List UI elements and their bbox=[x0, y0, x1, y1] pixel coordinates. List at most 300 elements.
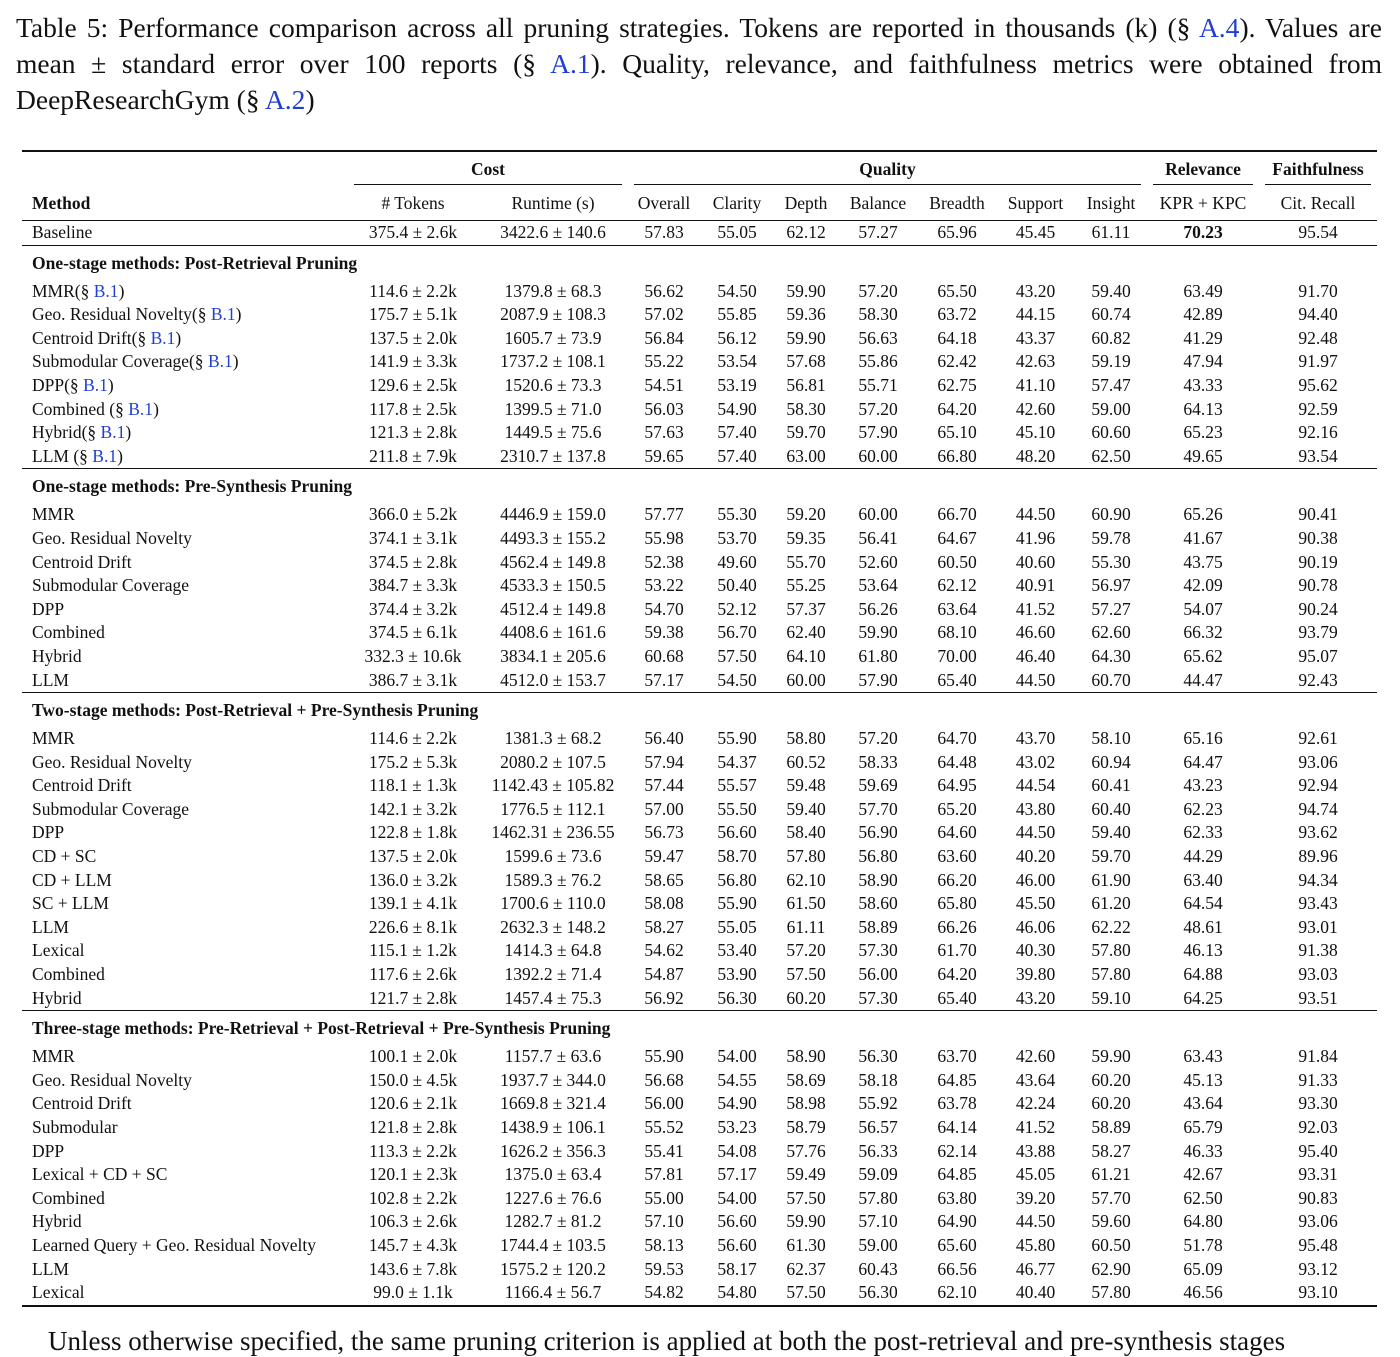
caption-text-d: ) bbox=[305, 84, 315, 115]
method-name: MMR(§ bbox=[32, 280, 94, 301]
data-cell: 59.53 bbox=[644, 1258, 684, 1279]
method-name: CD + SC bbox=[32, 846, 97, 867]
data-cell: 44.50 bbox=[1015, 669, 1056, 690]
data-cell: 57.83 bbox=[644, 222, 684, 242]
data-cell: 58.13 bbox=[644, 1234, 684, 1255]
table-row bbox=[22, 963, 1377, 987]
data-cell: 90.38 bbox=[1298, 527, 1338, 548]
method-ref-close: ) bbox=[118, 280, 125, 301]
data-cell: 374.1 ± 3.1k bbox=[368, 527, 458, 548]
method-name: Hybrid bbox=[32, 1211, 82, 1232]
section-title: Three-stage methods: Pre-Retrieval + Post-Retrieval + Pre-Synthesis Pruning bbox=[32, 1018, 611, 1039]
data-cell: 57.00 bbox=[644, 798, 684, 819]
data-cell: 65.16 bbox=[1183, 728, 1223, 749]
data-cell: 60.20 bbox=[1091, 1069, 1131, 1090]
data-cell: 1375.0 ± 63.4 bbox=[504, 1164, 602, 1185]
data-cell: 92.59 bbox=[1298, 398, 1338, 419]
data-cell: 54.08 bbox=[717, 1140, 757, 1161]
method-name: Submodular Coverage(§ bbox=[32, 351, 208, 372]
data-cell: 3834.1 ± 205.6 bbox=[500, 645, 606, 666]
data-cell: 56.92 bbox=[644, 987, 684, 1008]
data-cell: 4512.4 ± 149.8 bbox=[500, 598, 606, 619]
data-cell: 93.12 bbox=[1298, 1258, 1338, 1279]
data-cell: 65.09 bbox=[1183, 1258, 1223, 1279]
data-cell: 62.33 bbox=[1183, 822, 1223, 843]
data-cell: 40.91 bbox=[1015, 575, 1056, 596]
data-cell: 57.50 bbox=[786, 1282, 826, 1303]
data-cell: 59.36 bbox=[786, 304, 826, 325]
data-cell: 94.34 bbox=[1298, 869, 1338, 890]
method-name: Centroid Drift bbox=[32, 775, 132, 796]
data-cell: 43.64 bbox=[1183, 1093, 1223, 1114]
data-cell: 62.23 bbox=[1183, 798, 1223, 819]
table-row bbox=[22, 892, 1377, 916]
data-cell: 137.5 ± 2.0k bbox=[368, 846, 458, 867]
data-cell: 48.20 bbox=[1015, 445, 1056, 466]
data-cell: 58.40 bbox=[786, 822, 826, 843]
data-cell: 1520.6 ± 73.3 bbox=[504, 374, 602, 395]
method-name: DPP(§ bbox=[32, 374, 84, 395]
data-cell: 55.90 bbox=[644, 1046, 684, 1067]
data-cell: 56.40 bbox=[644, 728, 684, 749]
data-cell: 63.78 bbox=[937, 1093, 977, 1114]
col-tokens: # Tokens bbox=[381, 193, 445, 213]
data-cell: 56.30 bbox=[858, 1046, 898, 1067]
data-cell: 50.40 bbox=[717, 575, 757, 596]
data-cell: 226.6 ± 8.1k bbox=[368, 916, 458, 937]
data-cell: 4512.0 ± 153.7 bbox=[500, 669, 606, 690]
data-cell: 53.22 bbox=[644, 575, 684, 596]
data-cell: 65.79 bbox=[1183, 1117, 1223, 1137]
data-cell: 93.03 bbox=[1298, 964, 1338, 985]
data-cell: 49.65 bbox=[1183, 445, 1223, 466]
table-row bbox=[22, 774, 1377, 798]
method-ref-close: ) bbox=[117, 445, 123, 466]
data-cell: 45.45 bbox=[1015, 222, 1056, 242]
data-cell: 63.40 bbox=[1183, 869, 1223, 890]
data-cell: 59.90 bbox=[786, 280, 826, 301]
method-cell bbox=[22, 892, 348, 916]
data-cell: 57.77 bbox=[644, 504, 684, 525]
data-cell: 55.50 bbox=[717, 798, 757, 819]
group-cost: Cost bbox=[354, 154, 622, 185]
method-cell bbox=[22, 1045, 348, 1069]
method-ref-link[interactable]: B.1 bbox=[210, 304, 236, 325]
data-cell: 1575.2 ± 120.2 bbox=[500, 1258, 606, 1279]
method-cell bbox=[22, 598, 348, 622]
data-cell: 129.6 ± 2.5k bbox=[368, 374, 458, 395]
method-ref-link[interactable]: B.1 bbox=[92, 445, 118, 466]
data-cell: 54.87 bbox=[644, 964, 684, 985]
data-cell: 55.41 bbox=[644, 1140, 684, 1161]
data-cell: 60.43 bbox=[858, 1258, 898, 1279]
data-cell: 62.10 bbox=[937, 1282, 977, 1303]
data-cell: 43.23 bbox=[1183, 775, 1223, 796]
data-cell: 93.54 bbox=[1298, 445, 1338, 466]
data-cell-best: 70.23 bbox=[1183, 222, 1223, 242]
data-cell: 55.05 bbox=[717, 222, 757, 242]
data-cell: 62.75 bbox=[937, 374, 977, 395]
data-cell: 139.1 ± 4.1k bbox=[368, 893, 458, 914]
table-caption bbox=[16, 10, 1382, 118]
data-cell: 46.77 bbox=[1015, 1258, 1056, 1279]
method-cell bbox=[22, 374, 348, 398]
group-quality: Quality bbox=[634, 154, 1141, 185]
method-ref-link[interactable]: B.1 bbox=[150, 327, 176, 348]
data-cell: 62.12 bbox=[786, 222, 826, 242]
data-cell: 137.5 ± 2.0k bbox=[368, 327, 458, 348]
data-cell: 2080.2 ± 107.5 bbox=[500, 751, 606, 772]
data-cell: 56.73 bbox=[644, 822, 684, 843]
data-cell: 55.05 bbox=[717, 916, 757, 937]
data-cell: 60.50 bbox=[937, 551, 977, 572]
data-cell: 55.52 bbox=[644, 1117, 684, 1137]
data-cell: 143.6 ± 7.8k bbox=[368, 1258, 458, 1279]
data-cell: 61.20 bbox=[1091, 893, 1131, 914]
data-cell: 56.00 bbox=[858, 964, 898, 985]
table-row bbox=[22, 527, 1377, 551]
data-cell: 60.41 bbox=[1091, 775, 1131, 796]
data-cell: 58.10 bbox=[1091, 728, 1131, 749]
table-row bbox=[22, 350, 1377, 374]
method-name: DPP bbox=[32, 822, 65, 843]
method-ref-link[interactable]: B.1 bbox=[128, 398, 154, 419]
method-cell bbox=[22, 939, 348, 963]
data-cell: 58.70 bbox=[717, 846, 757, 867]
data-cell: 114.6 ± 2.2k bbox=[369, 728, 457, 749]
data-cell: 44.50 bbox=[1015, 822, 1056, 843]
data-cell: 41.67 bbox=[1183, 527, 1223, 548]
data-cell: 92.03 bbox=[1298, 1117, 1338, 1137]
table-row bbox=[22, 1045, 1377, 1069]
data-cell: 55.57 bbox=[717, 775, 757, 796]
method-ref-link[interactable]: B.1 bbox=[100, 422, 126, 443]
data-cell: 56.03 bbox=[644, 398, 684, 419]
method-name: SC + LLM bbox=[32, 893, 109, 914]
data-cell: 42.60 bbox=[1015, 398, 1056, 419]
data-cell: 91.84 bbox=[1298, 1046, 1338, 1067]
method-cell bbox=[22, 963, 348, 987]
data-cell: 39.20 bbox=[1015, 1187, 1056, 1208]
data-cell: 48.61 bbox=[1183, 916, 1223, 937]
data-cell: 92.43 bbox=[1298, 669, 1338, 690]
data-cell: 43.70 bbox=[1015, 728, 1056, 749]
data-cell: 54.82 bbox=[644, 1282, 684, 1303]
method-name: Hybrid(§ bbox=[32, 422, 101, 443]
method-cell bbox=[22, 798, 348, 822]
data-cell: 41.52 bbox=[1015, 1117, 1056, 1137]
body-text-continuation: Unless otherwise specified, the same pruning criterion is applied at both the post-retrieval and pre-synthesis stages bbox=[48, 1326, 1286, 1356]
data-cell: 46.06 bbox=[1015, 916, 1056, 937]
data-cell: 106.3 ± 2.6k bbox=[368, 1211, 458, 1232]
method-name: Geo. Residual Novelty(§ bbox=[32, 304, 211, 325]
data-cell: 93.51 bbox=[1298, 987, 1338, 1008]
data-cell: 374.4 ± 3.2k bbox=[368, 598, 458, 619]
data-cell: 46.13 bbox=[1183, 940, 1223, 961]
data-cell: 58.30 bbox=[786, 398, 826, 419]
data-cell: 65.80 bbox=[937, 893, 977, 914]
data-cell: 60.90 bbox=[1091, 504, 1131, 525]
data-cell: 43.88 bbox=[1015, 1140, 1056, 1161]
caption-ref-a1[interactable]: A.1 bbox=[550, 48, 591, 79]
data-cell: 42.67 bbox=[1183, 1164, 1223, 1185]
col-cit-recall: Cit. Recall bbox=[1280, 193, 1356, 213]
data-cell: 57.30 bbox=[858, 987, 898, 1008]
data-cell: 55.30 bbox=[1091, 551, 1131, 572]
data-cell: 57.27 bbox=[858, 222, 898, 242]
data-cell: 59.90 bbox=[1091, 1046, 1131, 1067]
method-cell bbox=[22, 821, 348, 845]
data-cell: 65.40 bbox=[937, 669, 977, 690]
data-cell: 1282.7 ± 81.2 bbox=[504, 1211, 602, 1232]
data-cell: 65.23 bbox=[1183, 422, 1223, 443]
table-row bbox=[22, 1234, 1377, 1258]
method-cell bbox=[22, 916, 348, 940]
data-cell: 95.62 bbox=[1298, 374, 1338, 395]
data-cell: 59.00 bbox=[858, 1234, 898, 1255]
table-row bbox=[22, 727, 1377, 751]
data-cell: 54.90 bbox=[717, 1093, 757, 1114]
data-cell: 91.33 bbox=[1298, 1069, 1338, 1090]
method-ref-link[interactable]: B.1 bbox=[207, 351, 233, 372]
data-cell: 58.33 bbox=[858, 751, 898, 772]
method-name: Centroid Drift(§ bbox=[32, 327, 151, 348]
method-name: Learned Query + Geo. Residual Novelty bbox=[32, 1234, 316, 1255]
table-row bbox=[22, 398, 1377, 422]
data-cell: 64.30 bbox=[1091, 645, 1131, 666]
col-clarity: Clarity bbox=[712, 193, 762, 213]
data-cell: 62.40 bbox=[786, 622, 826, 643]
table-row bbox=[22, 645, 1377, 669]
data-cell: 1449.5 ± 75.6 bbox=[504, 422, 602, 443]
data-cell: 57.50 bbox=[786, 1187, 826, 1208]
data-cell: 63.43 bbox=[1183, 1046, 1223, 1067]
method-name: Centroid Drift bbox=[32, 551, 132, 572]
data-cell: 2310.7 ± 137.8 bbox=[500, 445, 606, 466]
data-cell: 64.95 bbox=[937, 775, 977, 796]
data-cell: 1462.31 ± 236.55 bbox=[491, 822, 615, 843]
table-row bbox=[22, 303, 1377, 327]
data-cell: 54.80 bbox=[717, 1282, 757, 1303]
data-cell: 45.10 bbox=[1015, 422, 1056, 443]
table-row bbox=[22, 421, 1377, 445]
caption-ref-a4[interactable]: A.4 bbox=[1198, 12, 1240, 43]
method-name: DPP bbox=[32, 1140, 65, 1161]
data-cell: 61.21 bbox=[1091, 1164, 1131, 1185]
data-cell: 60.00 bbox=[786, 669, 826, 690]
data-cell: 61.80 bbox=[858, 645, 898, 666]
data-cell: 2087.9 ± 108.3 bbox=[500, 304, 606, 325]
data-cell: 100.1 ± 2.0k bbox=[368, 1046, 458, 1067]
data-cell: 54.90 bbox=[717, 398, 757, 419]
method-name: Combined (§ bbox=[32, 398, 129, 419]
data-cell: 57.17 bbox=[644, 669, 684, 690]
method-cell bbox=[22, 774, 348, 798]
data-cell: 42.63 bbox=[1015, 351, 1056, 372]
data-cell: 52.12 bbox=[717, 598, 757, 619]
data-cell: 70.00 bbox=[937, 645, 977, 666]
data-cell: 46.33 bbox=[1183, 1140, 1223, 1161]
data-cell: 94.40 bbox=[1298, 304, 1338, 325]
table-row bbox=[22, 916, 1377, 940]
data-cell: 46.40 bbox=[1015, 645, 1056, 666]
data-cell: 60.68 bbox=[644, 645, 684, 666]
data-cell: 1227.6 ± 76.6 bbox=[504, 1187, 602, 1208]
data-cell: 46.56 bbox=[1183, 1282, 1223, 1303]
data-cell: 59.60 bbox=[1091, 1211, 1131, 1232]
data-cell: 58.90 bbox=[786, 1046, 826, 1067]
data-cell: 64.85 bbox=[937, 1164, 977, 1185]
method-ref-link[interactable]: B.1 bbox=[83, 374, 108, 395]
data-cell: 56.80 bbox=[858, 846, 898, 867]
data-cell: 46.00 bbox=[1015, 869, 1056, 890]
method-cell bbox=[22, 621, 348, 645]
data-cell: 41.52 bbox=[1015, 598, 1056, 619]
data-cell: 55.70 bbox=[786, 551, 826, 572]
data-cell: 46.60 bbox=[1015, 622, 1056, 643]
data-cell: 57.76 bbox=[786, 1140, 826, 1161]
data-cell: 57.47 bbox=[1091, 374, 1131, 395]
method-name: MMR bbox=[32, 728, 75, 749]
method-cell bbox=[22, 574, 348, 598]
data-cell: 60.50 bbox=[1091, 1234, 1131, 1255]
data-cell: 60.00 bbox=[858, 504, 898, 525]
data-cell: 45.80 bbox=[1015, 1234, 1056, 1255]
caption-ref-a2[interactable]: A.2 bbox=[264, 84, 306, 115]
method-ref-link[interactable]: B.1 bbox=[93, 280, 119, 301]
data-cell: 41.96 bbox=[1015, 527, 1056, 548]
data-cell: 57.50 bbox=[717, 645, 757, 666]
method-cell bbox=[22, 987, 348, 1011]
data-cell: 56.30 bbox=[717, 987, 757, 1008]
data-cell: 59.40 bbox=[786, 798, 826, 819]
table-row bbox=[22, 1258, 1377, 1282]
data-cell: 59.19 bbox=[1091, 351, 1131, 372]
data-cell: 65.62 bbox=[1183, 645, 1223, 666]
method-name: Centroid Drift bbox=[32, 1093, 132, 1114]
method-cell bbox=[22, 1092, 348, 1116]
data-cell: 57.40 bbox=[717, 445, 757, 466]
col-runtime: Runtime (s) bbox=[511, 193, 595, 213]
data-cell: 56.00 bbox=[644, 1093, 684, 1114]
data-cell: 62.42 bbox=[937, 351, 977, 372]
data-cell: 58.69 bbox=[786, 1069, 826, 1090]
data-cell: 65.60 bbox=[937, 1234, 977, 1255]
data-cell: 56.30 bbox=[858, 1282, 898, 1303]
data-cell: 57.02 bbox=[644, 304, 684, 325]
data-cell: 93.43 bbox=[1298, 893, 1338, 914]
data-cell: 60.94 bbox=[1091, 751, 1131, 772]
method-cell bbox=[22, 727, 348, 751]
table-row bbox=[22, 1140, 1377, 1164]
table-row bbox=[22, 1092, 1377, 1116]
data-cell: 61.30 bbox=[786, 1234, 826, 1255]
method-cell bbox=[22, 1140, 348, 1164]
data-cell: 57.40 bbox=[717, 422, 757, 443]
data-cell: 1605.7 ± 73.9 bbox=[504, 327, 602, 348]
data-cell: 122.8 ± 1.8k bbox=[368, 822, 458, 843]
data-cell: 51.78 bbox=[1183, 1234, 1223, 1255]
data-cell: 62.22 bbox=[1091, 916, 1131, 937]
table-row bbox=[22, 1069, 1377, 1093]
data-cell: 64.47 bbox=[1183, 751, 1223, 772]
data-cell: 56.26 bbox=[858, 598, 898, 619]
data-cell: 65.50 bbox=[937, 280, 977, 301]
data-cell: 1438.9 ± 106.1 bbox=[500, 1117, 606, 1137]
method-name: Lexical + CD + SC bbox=[32, 1164, 168, 1185]
data-cell: 55.92 bbox=[858, 1093, 898, 1114]
data-cell: 61.90 bbox=[1091, 869, 1131, 890]
table-row bbox=[22, 798, 1377, 822]
data-cell: 40.30 bbox=[1015, 940, 1056, 961]
method-ref-close: ) bbox=[125, 422, 132, 443]
data-cell: 4562.4 ± 149.8 bbox=[500, 551, 606, 572]
data-cell: 55.85 bbox=[717, 304, 757, 325]
data-cell: 65.10 bbox=[937, 422, 977, 443]
data-cell: 59.09 bbox=[858, 1164, 898, 1185]
data-cell: 58.79 bbox=[786, 1117, 826, 1137]
data-cell: 44.29 bbox=[1183, 846, 1223, 867]
data-cell: 92.16 bbox=[1298, 422, 1338, 443]
method-ref-close: ) bbox=[232, 351, 239, 372]
data-cell: 59.90 bbox=[858, 622, 898, 643]
data-cell: 121.3 ± 2.8k bbox=[368, 422, 458, 443]
data-cell: 44.47 bbox=[1183, 669, 1223, 690]
table-row bbox=[22, 751, 1377, 775]
data-cell: 43.75 bbox=[1183, 551, 1223, 572]
method-ref-close: ) bbox=[235, 304, 242, 325]
method-cell bbox=[22, 350, 348, 374]
data-cell: 55.86 bbox=[858, 351, 898, 372]
data-cell: 1392.2 ± 71.4 bbox=[504, 964, 602, 985]
data-cell: 57.80 bbox=[1091, 1282, 1131, 1303]
data-cell: 57.20 bbox=[786, 940, 826, 961]
data-cell: 59.47 bbox=[644, 846, 684, 867]
data-cell: 4533.3 ± 150.5 bbox=[500, 575, 606, 596]
col-kpr-kpc: KPR + KPC bbox=[1159, 193, 1247, 213]
data-cell: 43.37 bbox=[1015, 327, 1056, 348]
data-cell: 58.89 bbox=[1091, 1117, 1131, 1137]
data-cell: 89.96 bbox=[1298, 846, 1338, 867]
data-cell: 64.20 bbox=[937, 398, 977, 419]
data-cell: 93.31 bbox=[1298, 1164, 1338, 1185]
data-cell: 64.18 bbox=[937, 327, 977, 348]
method-cell bbox=[22, 280, 348, 304]
data-cell: 57.17 bbox=[717, 1164, 757, 1185]
data-cell: 44.50 bbox=[1015, 1211, 1056, 1232]
method-cell bbox=[22, 1210, 348, 1234]
data-cell: 57.90 bbox=[858, 669, 898, 690]
data-cell: 1399.5 ± 71.0 bbox=[504, 398, 602, 419]
data-cell: 39.80 bbox=[1015, 964, 1056, 985]
table-row bbox=[22, 939, 1377, 963]
data-cell: 384.7 ± 3.3k bbox=[368, 575, 458, 596]
data-cell: 56.33 bbox=[858, 1140, 898, 1161]
data-cell: 93.06 bbox=[1298, 751, 1338, 772]
data-cell: 64.54 bbox=[1183, 893, 1223, 914]
data-cell: 59.90 bbox=[786, 1211, 826, 1232]
data-cell: 386.7 ± 3.1k bbox=[368, 669, 458, 690]
method-name: Geo. Residual Novelty bbox=[32, 1069, 192, 1090]
table-row bbox=[22, 845, 1377, 869]
data-cell: 56.90 bbox=[858, 822, 898, 843]
data-cell: 59.78 bbox=[1091, 527, 1131, 548]
data-cell: 93.10 bbox=[1298, 1282, 1338, 1303]
data-cell: 59.90 bbox=[786, 327, 826, 348]
data-cell: 113.3 ± 2.2k bbox=[369, 1140, 457, 1161]
data-cell: 1166.4 ± 56.7 bbox=[504, 1282, 602, 1303]
data-cell: 118.1 ± 1.3k bbox=[369, 775, 457, 796]
